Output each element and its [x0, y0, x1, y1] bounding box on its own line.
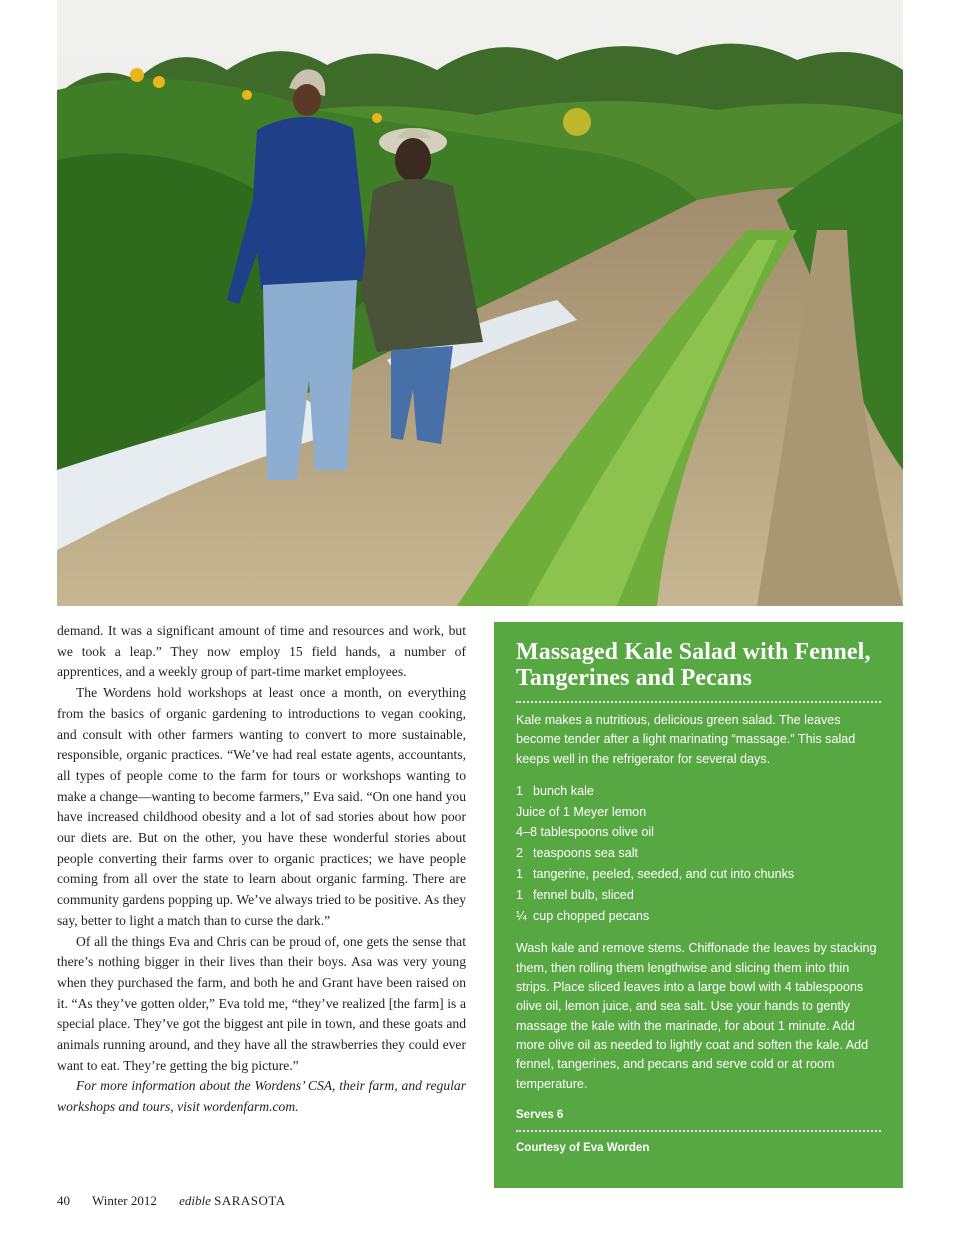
recipe-serves: Serves 6: [516, 1108, 564, 1121]
ingredient-item: [516, 822, 881, 843]
article-paragraph: Of all the things Eva and Chris can be proud of, one gets the sense that there’s nothing bigger in their lives than their boys. Asa was very young when they purchased the farm, and both he and Grant have been raised on it. “As they’ve gotten older,” Eva told me, “they’ve realized [the farm] is a special place. They’ve got the biggest ant pile in town, and these goats and animals running around, and they have all the strawberries they could ever want to eat. They’re getting the big picture.”: [57, 933, 466, 1073]
ingredient-qty: 1: [516, 867, 524, 882]
dotted-divider: [516, 1130, 881, 1132]
ingredient-item: [516, 885, 881, 906]
recipe-method: Wash kale and remove stems. Chiffonade the leaves by stacking them, then rolling them lengthwise and slicing them into thin strips. Place sliced leaves into a large bowl with 4 tablespoons olive oil, lemon juice, and sea salt. Use your hands to gently massage the kale with the marinade, for about 1 minute. Add more olive oil as needed to lightly coat and soften the kale. Add fennel, tangerines, and pecans and serve cold or at room temperature.: [516, 941, 877, 1091]
ingredient-qty: 1: [516, 887, 524, 902]
ingredient-name: teaspoons sea salt: [533, 846, 639, 861]
article-body: [57, 621, 466, 1118]
recipe-box: [494, 622, 903, 1188]
dotted-divider: [516, 701, 881, 703]
recipe-intro: Kale makes a nutritious, delicious green salad. The leaves become tender after a light marinating “massage.” This salad keeps well in the refrigerator for several days.: [516, 713, 856, 766]
ingredient-qty: 2: [516, 846, 524, 861]
ingredient-item: [516, 864, 881, 885]
ingredient-item: [516, 781, 881, 802]
farm-photo: [57, 0, 903, 606]
ingredient-name: cup chopped pecans: [533, 908, 650, 923]
page-footer: [57, 1193, 286, 1209]
ingredient-name: fennel bulb, sliced: [533, 887, 634, 902]
ingredient-qty: 1: [516, 783, 524, 798]
recipe-credit: Courtesy of Eva Worden: [516, 1141, 650, 1154]
article-paragraph: demand. It was a significant amount of time and resources and work, but we took a leap.” They now employ 15 field hands, a number of apprentices, and a weekly group of part-time market employees.: [57, 623, 466, 680]
ingredient-name: Juice of 1 Meyer lemon: [516, 804, 647, 819]
recipe-title: Massaged Kale Salad with Fennel, Tangerines and Pecans: [516, 639, 871, 691]
ingredient-qty: ¼: [516, 908, 527, 923]
ingredient-name: tangerine, peeled, seeded, and cut into chunks: [533, 867, 795, 882]
farm-photo-illustration: [57, 0, 903, 606]
issue-date: Winter 2012: [92, 1193, 157, 1208]
ingredient-item: [516, 843, 881, 864]
ingredient-name: 4–8 tablespoons olive oil: [516, 825, 654, 840]
ingredient-item: [516, 802, 881, 823]
magazine-city: SARASOTA: [214, 1193, 286, 1208]
ingredient-list: [516, 781, 881, 927]
article-closing-note: For more information about the Wordens’ CSA, their farm, and regular workshops and tours, visit wordenfarm.com.: [57, 1078, 466, 1115]
ingredient-item: [516, 906, 881, 927]
page-number: 40: [57, 1193, 70, 1208]
article-paragraph: The Wordens hold workshops at least once a month, on everything from the basics of organic gardening to introductions to vegan cooking, and consult with other farmers wanting to convert to more sustainable, responsible, organic practices. “We’ve had real estate agents, accountants, all types of people come to the farm for tours or workshops wanting to make a change—wanting to become farmers,” Eva said. “On one hand you have increased childhood obesity and a lot of sad stories about how poor our diets are. But on the other, you have these wonderful stories about people converting their farms over to organic practices; we have people coming from all over the state to learn about organic farming. There are community gardens popping up. We’ve always tried to be positive. As they say, better to light a match than to curse the dark.”: [57, 685, 466, 928]
ingredient-name: bunch kale: [533, 783, 594, 798]
magazine-prefix: edible: [179, 1193, 211, 1208]
